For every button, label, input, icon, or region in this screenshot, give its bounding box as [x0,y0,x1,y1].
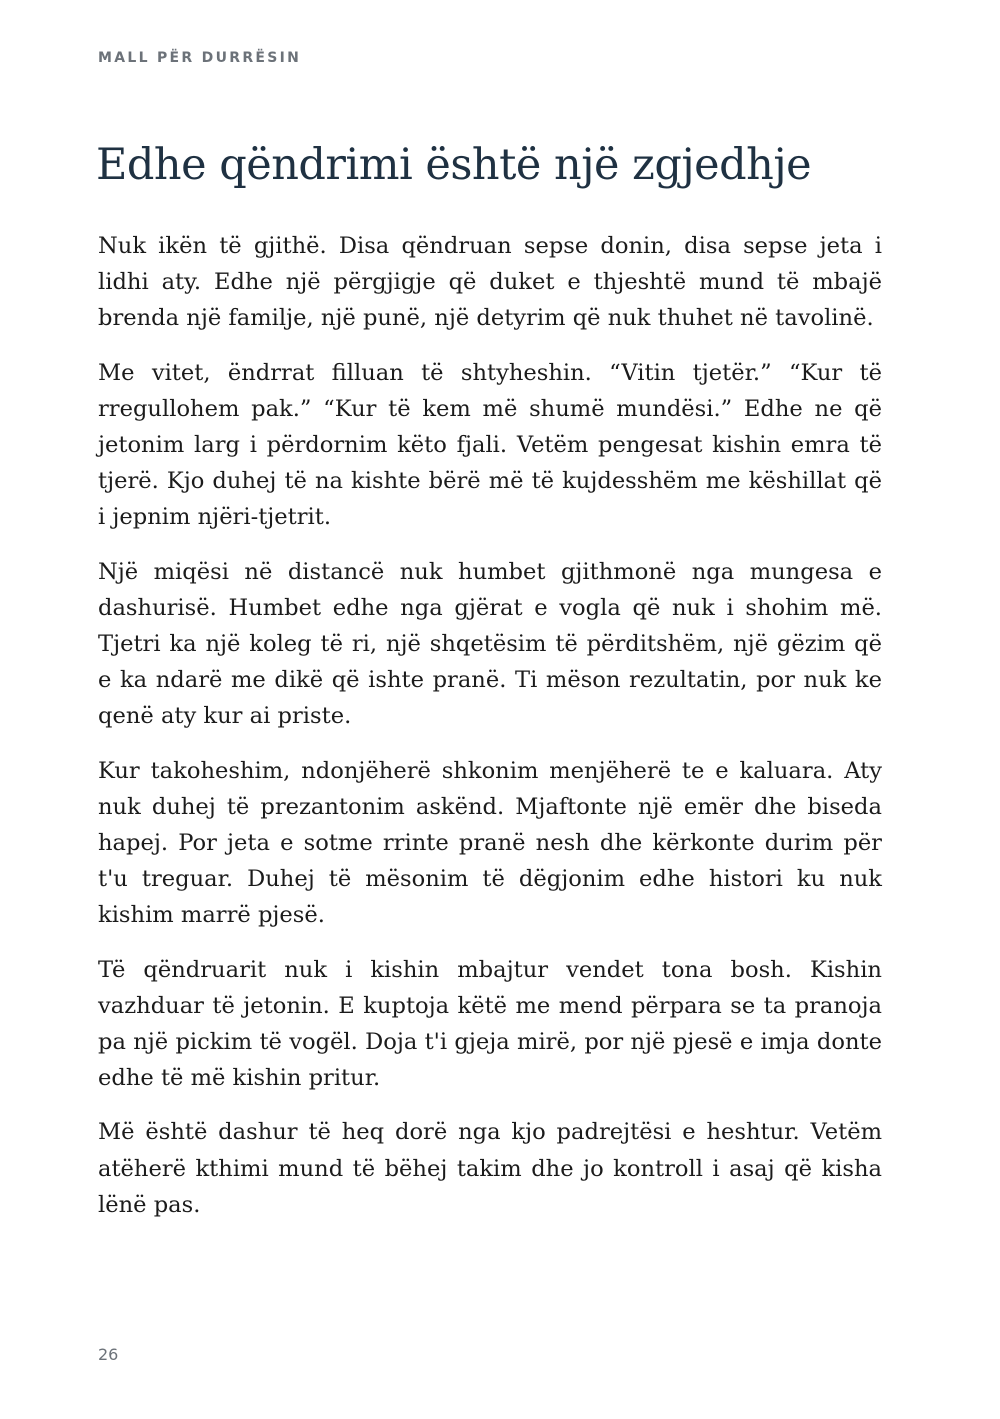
running-header: MALL PËR DURRËSIN [98,50,302,66]
paragraph: Me vitet, ëndrrat filluan të shtyheshin. “Vitin tjetër.” “Kur të rregullohem pak.” “Kur të kem më shumë mundësi.” Edhe ne që jetonim larg i përdornim këto fjali. Vetëm pengesat kishin emra të tjerë. Kjo duhej të na kishte bërë më të kujdesshëm me këshillat që i jepnim njëri-tjetrit. [98,359,882,531]
body-text [98,228,882,1241]
paragraph: Më është dashur të heq dorë nga kjo padrejtësi e heshtur. Vetëm atëherë kthimi mund të bëhej takim dhe jo kontroll i asaj që kisha lënë pas. [98,1119,882,1218]
paragraph: Të qëndruarit nuk i kishin mbajtur vendet tona bosh. Kishin vazhduar të jetonin. E kuptoja këtë me mend përpara se ta pranoja pa një pickim të vogël. Doja t'i gjeja mirë, por një pjesë e imja donte edhe të më kishin pritur. [98,956,882,1092]
chapter-title: Edhe qëndrimi është një zgjedhje [96,140,812,190]
paragraph: Kur takoheshim, ndonjëherë shkonim menjëherë te e kaluara. Aty nuk duhej të prezantonim askënd. Mjaftonte një emër dhe biseda hapej. Por jeta e sotme rrinte pranë nesh dhe kërkonte durim për t'u treguar. Duhej të mësonim të dëgjonim edhe histori ku nuk kishim marrë pjesë. [98,757,882,929]
paragraph: Nuk ikën të gjithë. Disa qëndruan sepse donin, disa sepse jeta i lidhi aty. Edhe një përgjigje që duket e thjeshtë mund të mbajë brenda një familje, një punë, një detyrim që nuk thuhet në tavolinë. [98,233,882,332]
page-number: 26 [98,1345,119,1364]
paragraph: Një miqësi në distancë nuk humbet gjithmonë nga mungesa e dashurisë. Humbet edhe nga gjërat e vogla që nuk i shohim më. Tjetri ka një koleg të ri, një shqetësim të përditshëm, një gëzim që e ka ndarë me dikë që ishte pranë. Ti mëson rezultatin, por nuk ke qenë aty kur ai priste. [98,558,882,730]
